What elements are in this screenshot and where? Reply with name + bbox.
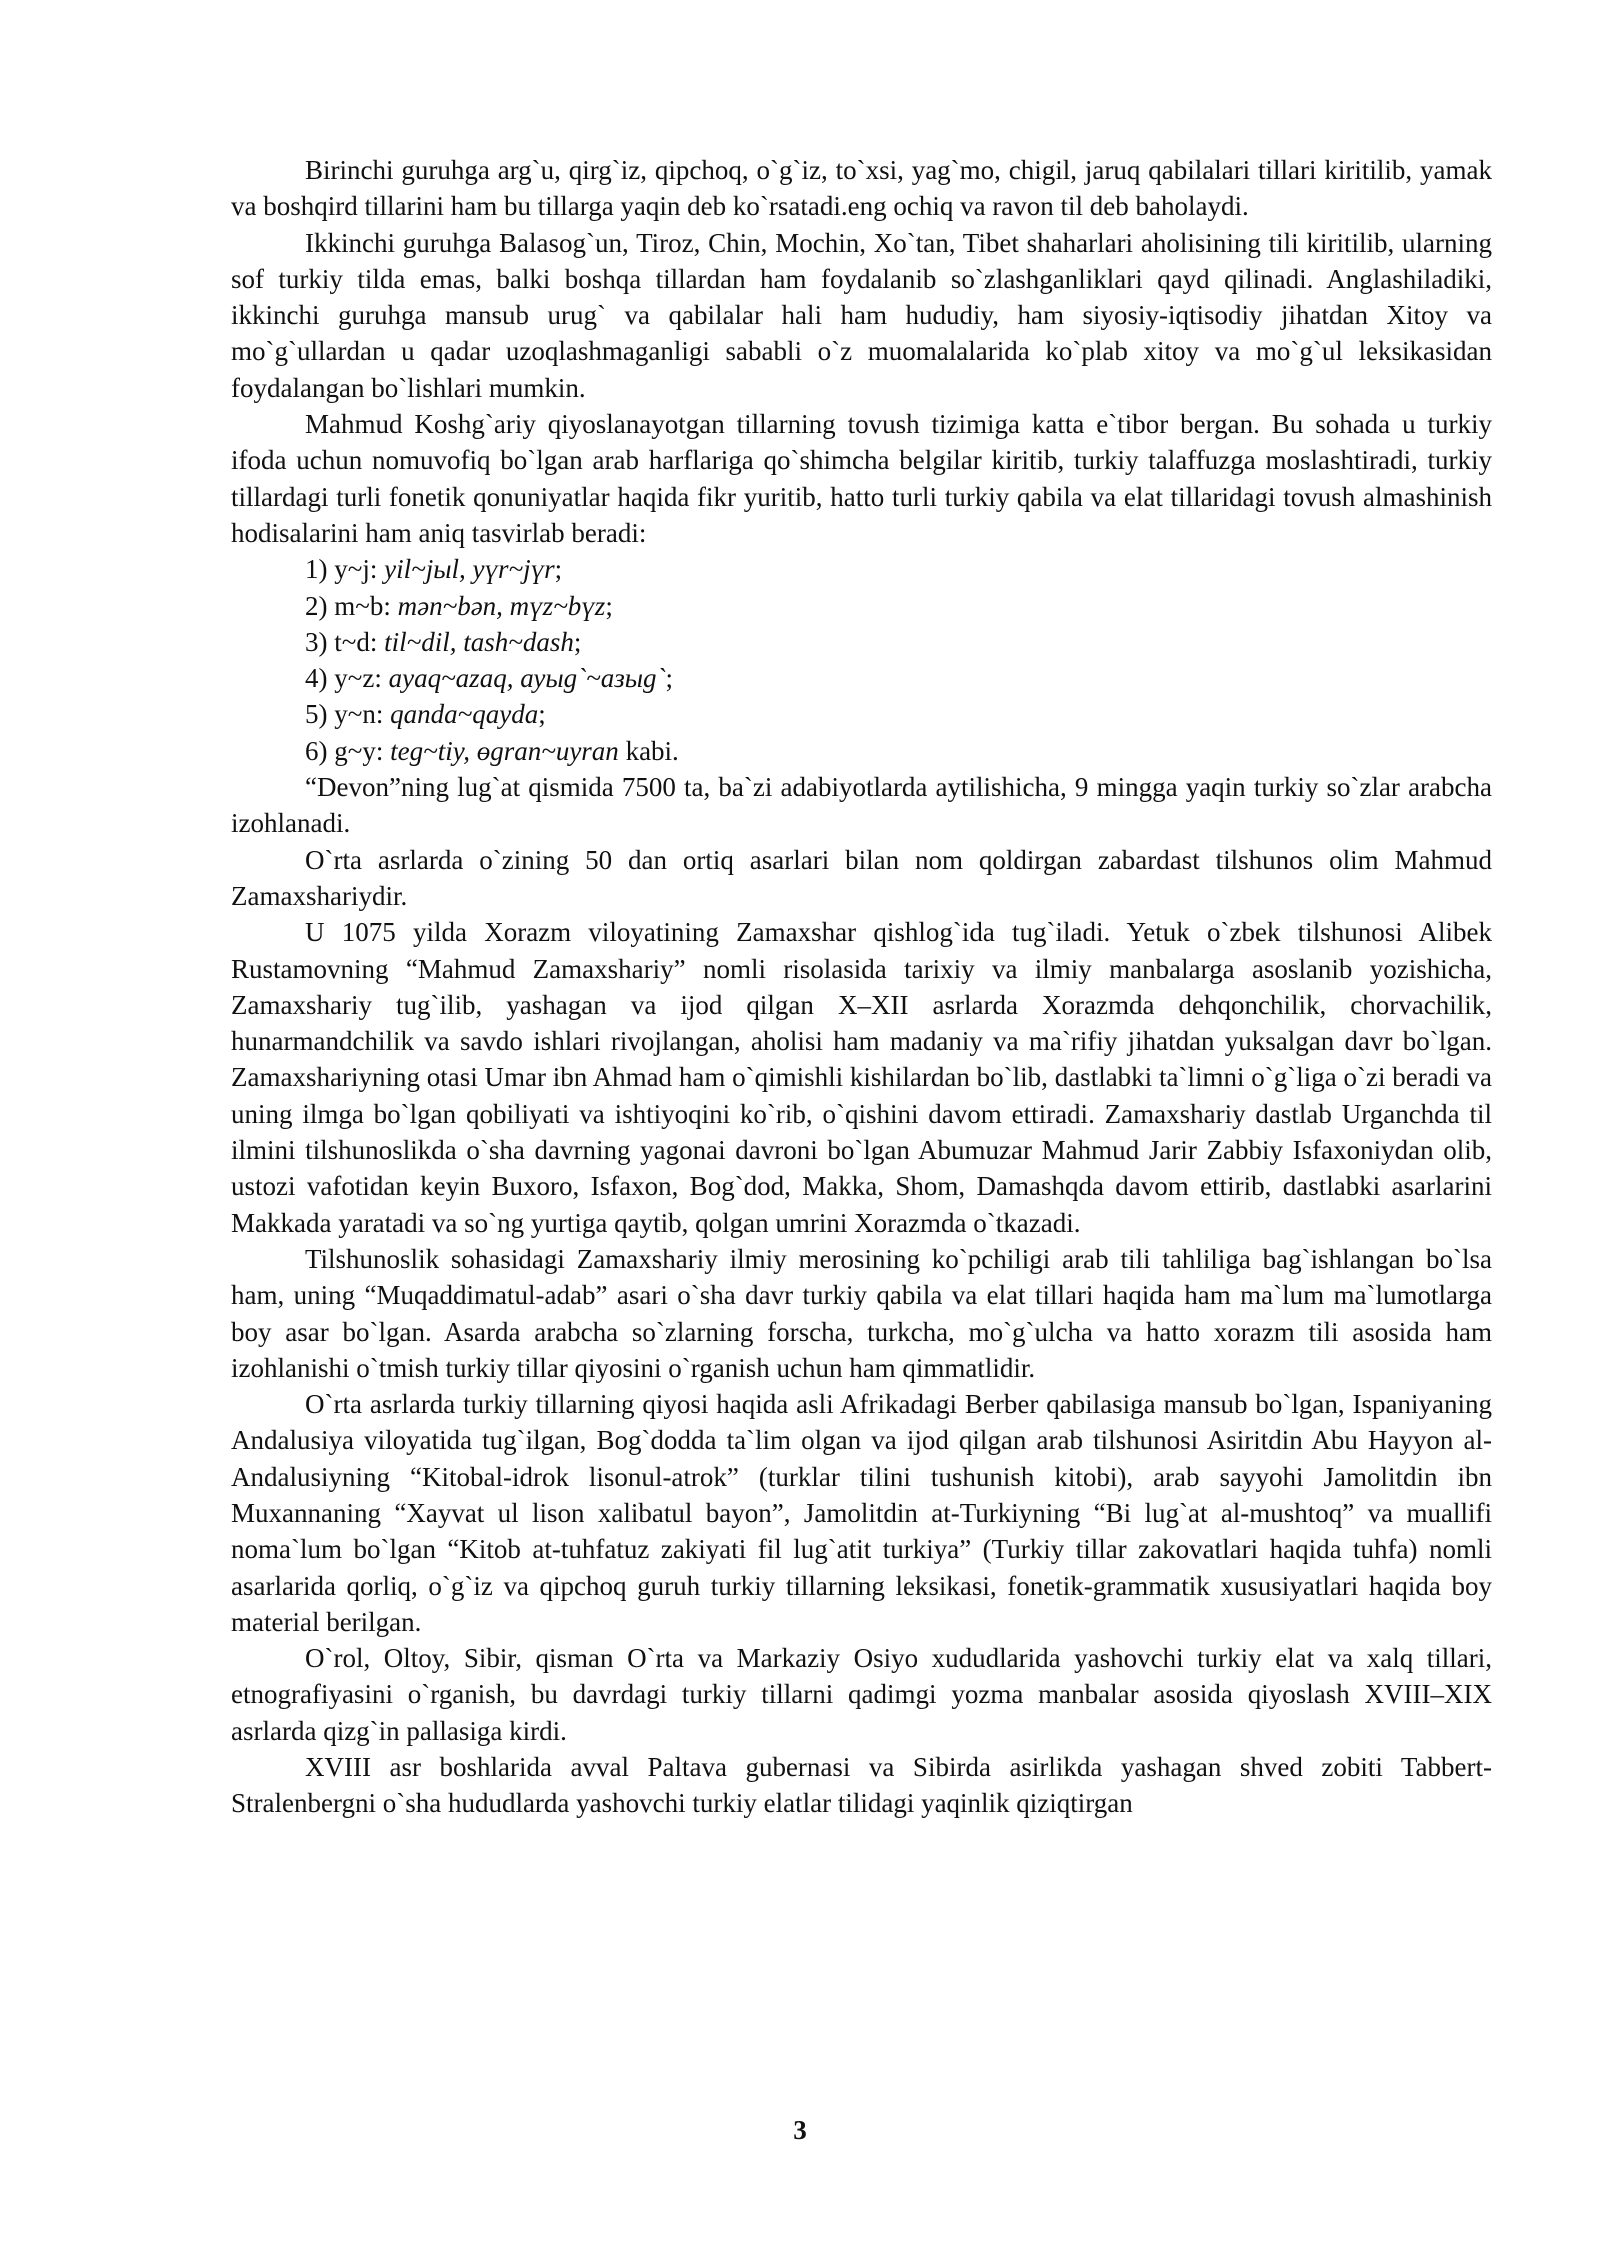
paragraph-1: Birinchi guruhga arg`u, qirg`iz, qipchoq, o`g`iz, to`xsi, yag`mo, chigil, jaruq qabilalari tillari kiritilib, yamak va boshqird tillarini ham bu tillarga yaqin deb ko`rsatadi.eng ochiq va ravon til deb baholaydi. [231, 155, 1492, 222]
list-item-label: 4) y~z: [305, 663, 389, 694]
list-item-example: mən~bən, mүz~bүz [397, 590, 606, 621]
paragraph-9: O`rol, Oltoy, Sibir, qisman O`rta va Markaziy Osiyo xududlarida yashovchi turkiy elat va xalq tillari, etnografiyasini o`rganish, bu davrdagi turkiy tillarni qadimgi yozma manbalar asosida qiyoslash XVIII–XIX asrlarda qizg`in pallasiga kirdi. [231, 1643, 1492, 1746]
list-item [231, 624, 1492, 660]
list-item-example: til~dil, tash~dash [384, 626, 574, 657]
document-page [231, 152, 1492, 1822]
list-item-suffix: ; [554, 554, 563, 585]
list-item-label: 6) g~y: [305, 735, 391, 766]
list-item-label: 5) y~n: [305, 699, 391, 730]
list-item-suffix: ; [573, 626, 582, 657]
paragraph-2: Ikkinchi guruhga Balasog`un, Tiroz, Chin, Mochin, Xo`tan, Tibet shaharlari aholisining tili kiritilib, ularning sof turkiy tilda emas, balki boshqa tillardan ham foydalanib so`zlashganliklari qayd qilinadi. Anglashiladiki, ikkinchi guruhga mansub urug` va qabilalar hali ham hududiy, ham siyosiy-iqtisodiy jihatdan Xitoy va mo`g`ullardan u qadar uzoqlashmaganligi sababli o`z muomalalarida ko`plab xitoy va mo`g`ul leksikasidan foydalangan bo`lishlari mumkin. [231, 227, 1492, 403]
list-item-example: yil~jыl, yүr~jүr [384, 554, 555, 585]
list-item-label: 3) t~d: [305, 626, 385, 657]
list-item-label: 1) y~j: [305, 554, 385, 585]
list-item [231, 733, 1492, 769]
paragraph-5: O`rta asrlarda o`zining 50 dan ortiq asarlari bilan nom qoldirgan zabardast tilshunos olim Mahmud Zamaxshariydir. [231, 844, 1492, 911]
list-item [231, 696, 1492, 732]
list-item-example: teg~tiy, өgran~uyran [390, 735, 619, 766]
list-item [231, 551, 1492, 587]
page-number: 3 [793, 2115, 807, 2145]
list-item-example: qanda~qayda [390, 699, 539, 730]
sound-correspondence-list [231, 551, 1492, 769]
paragraph-4: “Devon”ning lug`at qismida 7500 ta, ba`zi adabiyotlarda aytilishicha, 9 mingga yaqin turkiy so`zlar arabcha izohlanadi. [231, 772, 1492, 839]
paragraph-6: U 1075 yilda Xorazm viloyatining Zamaxshar qishlog`ida tug`iladi. Yetuk o`zbek tilshunosi Alibek Rustamovning “Mahmud Zamaxshariy” nomli risolasida tarixiy va ilmiy manbalarga asoslanib yozishicha, Zamaxshariy tug`ilib, yashagan va ijod qilgan X–XII asrlarda Xorazmda dehqonchilik, chorvachilik, hunarmandchilik va savdo ishlari rivojlangan, aholisi ham madaniy va ma`rifiy jihatdan yuksalgan davr bo`lgan. Zamaxshariyning otasi Umar ibn Ahmad ham o`qimishli kishilardan bo`lib, dastlabki ta`limni o`g`liga o`zi beradi va uning ilmga bo`lgan qobiliyati va ishtiyoqini ko`rib, o`qishini davom ettiradi. Zamaxshariy dastlab Urganchda til ilmini tilshunoslikda o`sha davrning yagonai davroni bo`lgan Abumuzar Mahmud Jarir Zabbiy Isfaxoniydan olib, ustozi vafotidan keyin Buxoro, Isfaxon, Bog`dod, Makka, Shom, Damashqda davom ettirib, dastlabki asarlarini Makkada yaratadi va so`ng yurtiga qaytib, qolgan umrini Xorazmda o`tkazadi. [231, 917, 1492, 1238]
list-item-example: ayaq~azaq, ауыg`~азыg` [388, 663, 666, 694]
list-item-suffix: ; [605, 590, 613, 621]
list-item-suffix: ; [665, 663, 674, 694]
paragraph-8: O`rta asrlarda turkiy tillarning qiyosi haqida asli Afrikadagi Berber qabilasiga mansub bo`lgan, Ispaniyaning Andalusiya viloyatida tug`ilgan, Bog`dodda ta`lim olgan va ijod qilgan arab tilshunosi Asiritdin Abu Hayyon al-Andalusiyning “Kitobal-idrok lisonul-atrok” (turklar tilini tushunish kitobi), arab sayyohi Jamolitdin ibn Muxannaning “Xayvat ul lison xalibatul bayon”, Jamolitdin at-Turkiyning “Bi lug`at al-mushtoq” va muallifi noma`lum bo`lgan “Kitob at-tuhfatuz zakiyati fil lug`atit turkiya” (Turkiy tillar zakovatlari haqida tuhfa) nomli asarlarida qorliq, o`g`iz va qipchoq guruh turkiy tillarning leksikasi, fonetik-grammatik xususiyatlari haqida boy material berilgan. [231, 1389, 1492, 1637]
list-item-suffix: kabi. [618, 735, 679, 766]
paragraph-10: XVIII asr boshlarida avval Paltava gubernasi va Sibirda asirlikda yashagan shved zobiti Tabbert-Stralenbergni o`sha hududlarda yashovchi turkiy elatlar tilidagi yaqinlik qiziqtirgan [231, 1752, 1492, 1819]
list-item-suffix: ; [538, 699, 546, 730]
list-item [231, 660, 1492, 696]
paragraph-3: Mahmud Koshg`ariy qiyoslanayotgan tillarning tovush tizimiga katta e`tibor bergan. Bu sohada u turkiy ifoda uchun nomuvofiq bo`lgan arab harflariga qo`shimcha belgilar kiritib, turkiy talaffuzga moslashtiradi, turkiy tillardagi turli fonetik qonuniyatlar haqida fikr yuritib, hatto turli turkiy qabila va elat tillaridagi tovush almashinish hodisalarini ham aniq tasvirlab beradi: [231, 409, 1492, 548]
list-item [231, 588, 1492, 624]
list-item-label: 2) m~b: [305, 590, 398, 621]
paragraph-7: Tilshunoslik sohasidagi Zamaxshariy ilmiy merosining ko`pchiligi arab tili tahliliga bag`ishlangan bo`lsa ham, uning “Muqaddimatul-adab” asari o`sha davr turkiy qabila va elat tillari haqida ham ma`lum ma`lumotlarga boy asar bo`lgan. Asarda arabcha so`zlarning forscha, turkcha, mo`g`ulcha va hatto xorazm tili asosida ham izohlanishi o`tmish turkiy tillar qiyosini o`rganish uchun ham qimmatlidir. [231, 1243, 1492, 1383]
